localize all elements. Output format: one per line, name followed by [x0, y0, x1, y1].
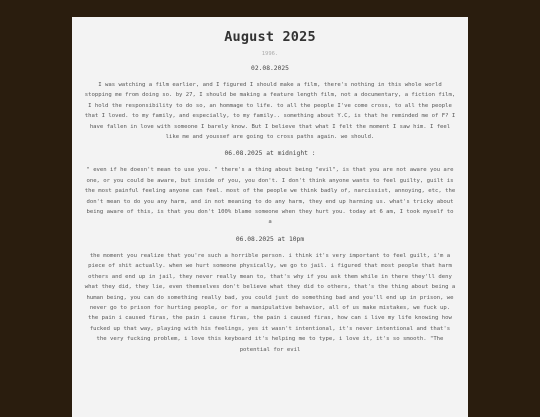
- entry-text: " even if he doesn't mean to use you. " there's a thing about being "evil", is that you are not aware you are one, or you could be aware, but inside of you, you don't. I don't think anyone wants to feel guilty, guilt is the most painful feeling anyone can feel. most of the people we think badly of, narcissist, annoying, etc, the don't mean to do you any harm, and in not meaning to do any harm, they end up harming us. what's tricky about being aware of this, is that you don't 100% blame someone when they hurt you. today at 6 am, I took myself to a: [84, 167, 456, 226]
- journal-entry: [72, 150, 468, 227]
- page-meta: 1996.: [261, 51, 279, 57]
- page-title: August 2025: [224, 29, 316, 45]
- journal-entry: [72, 65, 468, 142]
- entry-date: 06.08.2025 at midnight :: [224, 150, 316, 158]
- entry-text: I was watching a film earlier, and I figured I should make a film, there's nothing in this whole world stopping me from doing so. by 27, I should be making a feature length film, not a documentary, a fiction film, I hold the responsibility to do so, an hommage to life. to all the people I've come cross, to all the people that I loved. to my family, and especially, to my family.. something about Y.C, is that he reminded me of F? I have fallen in love with someone I barely know. But I believe that what I felt the moment I saw him. I feel like me and youssef are going to cross paths again. we should.: [84, 82, 456, 141]
- entry-date: 02.08.2025: [251, 65, 289, 72]
- entry-date: 06.08.2025 at 10pm: [235, 235, 305, 243]
- journal-entry: [72, 236, 468, 355]
- journal-page: [72, 17, 468, 417]
- entry-text: the moment you realize that you're such a horrible person. i think it's very important to feel guilt, i'm a piece of shit actually. when we hurt someone physically, we go to jail. i figured that most people that harm others and end up in jail, they never really mean to, that's why if you ask them while in there they'll deny what they did, they lie, even themselves don't believe what they did to others, that's the thing about being a human being, you can do something really bad, you could just do something bad and you'll end up in prison, we never go to prison for hurting people, or for a manipulative behavior, all of us make mistakes, we fuck up. the pain i caused firas, the pain i cause firas, the pain i caused firas, how can i live my life knowing how fucked up that way, playing with his feelings, yes it wasn't intentional, it's never intentional and that's the very fucking problem, i love this keyboard it's helping me to type, i love it, it's so smooth. "The potential for evil: [84, 252, 456, 353]
